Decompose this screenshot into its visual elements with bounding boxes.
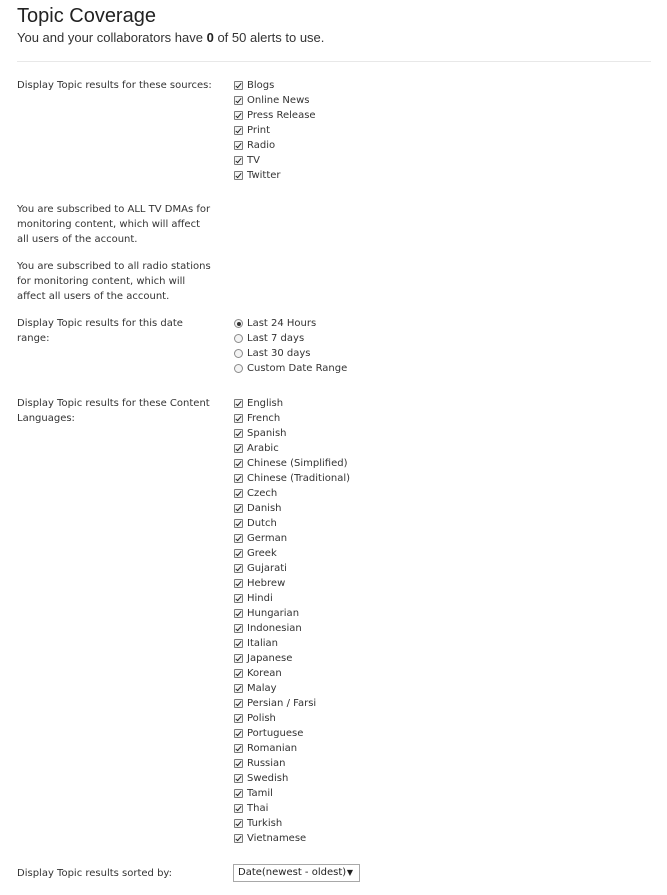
language-option-hindi[interactable] (234, 591, 350, 606)
language-option-spanish[interactable] (234, 426, 350, 441)
language-option-label: Vietnamese (247, 833, 307, 844)
checkbox-icon[interactable] (234, 534, 243, 543)
language-option-thai[interactable] (234, 801, 350, 816)
radio-button-icon[interactable] (234, 349, 243, 358)
sort-order-select[interactable] (233, 864, 360, 882)
checkbox-icon[interactable] (234, 81, 243, 90)
checkbox-icon[interactable] (234, 759, 243, 768)
page-title: Topic Coverage (17, 5, 156, 27)
language-option-label: Swedish (247, 773, 289, 784)
language-option-czech[interactable] (234, 486, 350, 501)
source-option-label: Online News (247, 95, 310, 106)
language-option-label: German (247, 533, 288, 544)
language-option-label: Portuguese (247, 728, 304, 739)
checkbox-icon[interactable] (234, 609, 243, 618)
source-option-tv[interactable] (234, 153, 316, 168)
date-range-label: Display Topic results for this date range: (17, 318, 183, 344)
date-range-radio-group (234, 316, 347, 376)
sources-checkbox-list (234, 78, 316, 183)
alerts-summary-prefix: You and your collaborators have (17, 30, 207, 45)
language-option-persian-farsi[interactable] (234, 696, 350, 711)
radio-button-icon[interactable] (234, 364, 243, 373)
checkbox-icon[interactable] (234, 639, 243, 648)
sources-label: Display Topic results for these sources: (17, 80, 212, 91)
checkbox-icon[interactable] (234, 96, 243, 105)
checkbox-icon[interactable] (234, 684, 243, 693)
checkbox-icon[interactable] (234, 399, 243, 408)
source-option-label: Press Release (247, 110, 316, 121)
date-range-option-last-7-days[interactable] (234, 331, 347, 346)
source-option-twitter[interactable] (234, 168, 316, 183)
language-option-label: Indonesian (247, 623, 302, 634)
language-option-german[interactable] (234, 531, 350, 546)
language-option-chinese-simplified[interactable] (234, 456, 350, 471)
checkbox-icon[interactable] (234, 819, 243, 828)
checkbox-icon[interactable] (234, 429, 243, 438)
language-option-label: Czech (247, 488, 278, 499)
checkbox-icon[interactable] (234, 414, 243, 423)
checkbox-icon[interactable] (234, 579, 243, 588)
language-option-label: Greek (247, 548, 277, 559)
checkbox-icon[interactable] (234, 834, 243, 843)
language-option-label: Chinese (Simplified) (247, 458, 348, 469)
language-option-danish[interactable] (234, 501, 350, 516)
language-option-label: Persian / Farsi (247, 698, 317, 709)
language-option-label: Chinese (Traditional) (247, 473, 350, 484)
checkbox-icon[interactable] (234, 489, 243, 498)
date-range-option-last-30-days[interactable] (234, 346, 347, 361)
language-option-romanian[interactable] (234, 741, 350, 756)
date-range-option-label: Last 30 days (247, 348, 311, 359)
checkbox-icon[interactable] (234, 459, 243, 468)
checkbox-icon[interactable] (234, 624, 243, 633)
language-option-label: English (247, 398, 284, 409)
language-option-label: Korean (247, 668, 282, 679)
checkbox-icon[interactable] (234, 669, 243, 678)
language-option-label: Thai (247, 803, 269, 814)
header-divider (17, 61, 651, 62)
languages-label: Display Topic results for these Content Languages: (17, 398, 210, 424)
checkbox-icon[interactable] (234, 141, 243, 150)
source-option-label: Print (247, 125, 271, 136)
language-option-swedish[interactable] (234, 771, 350, 786)
tv-subscription-notice: You are subscribed to ALL TV DMAs for monitoring content, which will affect all users of the account. (17, 204, 211, 245)
dropdown-arrow-icon: ▼ (346, 868, 353, 877)
checkbox-icon[interactable] (234, 126, 243, 135)
checkbox-icon[interactable] (234, 729, 243, 738)
source-option-press-release[interactable] (234, 108, 316, 123)
checkbox-icon[interactable] (234, 789, 243, 798)
checkbox-icon[interactable] (234, 714, 243, 723)
alerts-used-count: 0 (206, 30, 214, 45)
language-option-russian[interactable] (234, 756, 350, 771)
language-option-indonesian[interactable] (234, 621, 350, 636)
radio-subscription-notice: You are subscribed to all radio stations for monitoring content, which will affect all users of the account. (17, 261, 211, 302)
language-option-label: Turkish (247, 818, 283, 829)
language-option-dutch[interactable] (234, 516, 350, 531)
language-option-turkish[interactable] (234, 816, 350, 831)
checkbox-icon[interactable] (234, 744, 243, 753)
language-option-portuguese[interactable] (234, 726, 350, 741)
language-option-label: Japanese (247, 653, 293, 664)
date-range-option-label: Custom Date Range (247, 363, 348, 374)
sort-order-value: Date(newest - oldest) (238, 867, 347, 878)
checkbox-icon[interactable] (234, 699, 243, 708)
checkbox-icon[interactable] (234, 774, 243, 783)
language-option-vietnamese[interactable] (234, 831, 350, 846)
alerts-summary-suffix: of 50 alerts to use. (213, 30, 325, 45)
language-option-gujarati[interactable] (234, 561, 350, 576)
language-option-tamil[interactable] (234, 786, 350, 801)
sort-label: Display Topic results sorted by: (17, 868, 172, 879)
language-option-korean[interactable] (234, 666, 350, 681)
checkbox-icon[interactable] (234, 804, 243, 813)
language-option-label: French (247, 413, 281, 424)
language-option-hebrew[interactable] (234, 576, 350, 591)
language-option-label: Hebrew (247, 578, 286, 589)
language-option-italian[interactable] (234, 636, 350, 651)
checkbox-icon[interactable] (234, 564, 243, 573)
language-option-japanese[interactable] (234, 651, 350, 666)
checkbox-icon[interactable] (234, 111, 243, 120)
language-option-arabic[interactable] (234, 441, 350, 456)
language-option-greek[interactable] (234, 546, 350, 561)
date-range-option-label: Last 7 days (247, 333, 305, 344)
checkbox-icon[interactable] (234, 156, 243, 165)
checkbox-icon[interactable] (234, 654, 243, 663)
language-option-label: Hindi (247, 593, 273, 604)
source-option-radio[interactable] (234, 138, 316, 153)
source-option-online-news[interactable] (234, 93, 316, 108)
language-option-french[interactable] (234, 411, 350, 426)
language-option-label: Gujarati (247, 563, 287, 574)
language-option-label: Italian (247, 638, 279, 649)
checkbox-icon[interactable] (234, 444, 243, 453)
language-option-label: Arabic (247, 443, 279, 454)
language-option-label: Polish (247, 713, 276, 724)
source-option-label: Blogs (247, 80, 275, 91)
language-option-polish[interactable] (234, 711, 350, 726)
radio-button-icon[interactable] (234, 319, 243, 328)
language-option-label: Dutch (247, 518, 277, 529)
source-option-label: Radio (247, 140, 276, 151)
language-option-label: Spanish (247, 428, 287, 439)
languages-checkbox-list (234, 396, 350, 846)
language-option-label: Danish (247, 503, 282, 514)
language-option-label: Hungarian (247, 608, 300, 619)
alerts-summary (17, 29, 324, 46)
language-option-chinese-traditional[interactable] (234, 471, 350, 486)
source-option-print[interactable] (234, 123, 316, 138)
source-option-label: Twitter (247, 170, 281, 181)
checkbox-icon[interactable] (234, 594, 243, 603)
language-option-label: Tamil (247, 788, 273, 799)
language-option-hungarian[interactable] (234, 606, 350, 621)
source-option-blogs[interactable] (234, 78, 316, 93)
checkbox-icon[interactable] (234, 549, 243, 558)
date-range-option-label: Last 24 Hours (247, 318, 317, 329)
checkbox-icon[interactable] (234, 474, 243, 483)
radio-button-icon[interactable] (234, 334, 243, 343)
date-range-option-custom-date-range[interactable] (234, 361, 347, 376)
language-option-malay[interactable] (234, 681, 350, 696)
checkbox-icon[interactable] (234, 504, 243, 513)
date-range-option-last-24-hours[interactable] (234, 316, 347, 331)
checkbox-icon[interactable] (234, 171, 243, 180)
language-option-english[interactable] (234, 396, 350, 411)
language-option-label: Romanian (247, 743, 298, 754)
language-option-label: Russian (247, 758, 286, 769)
checkbox-icon[interactable] (234, 519, 243, 528)
language-option-label: Malay (247, 683, 277, 694)
source-option-label: TV (247, 155, 260, 166)
